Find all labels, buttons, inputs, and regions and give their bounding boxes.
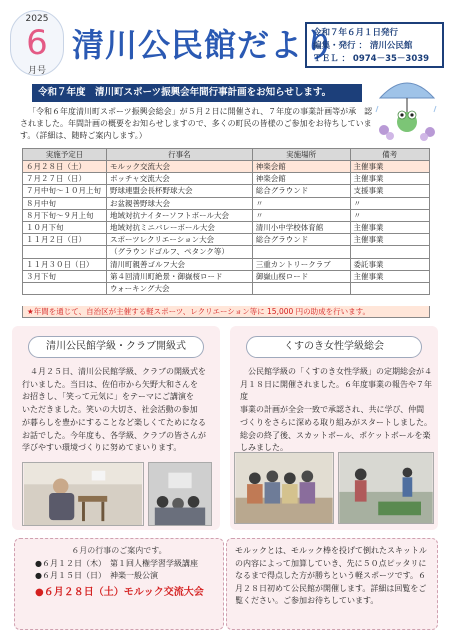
table-cell: ボッチャ交流大会	[106, 173, 252, 185]
table-cell: 主催事業	[350, 234, 429, 246]
panel-line: お招きし、「笑って元気に」をテーマにご講演を	[22, 392, 194, 402]
panel-line: 学びやすい環境づくりに努めてまいります。	[22, 443, 182, 453]
issue-badge	[10, 10, 64, 76]
table-cell: 総合グラウンド	[252, 234, 350, 246]
table-cell: 第４回清川町絶景・御嶽桜ロード	[106, 270, 252, 282]
table-cell: 神楽会館	[252, 161, 350, 173]
table-cell: モルック交流大会	[106, 161, 252, 173]
publish-date: 令和７年６月１日発行	[313, 28, 399, 38]
table-cell: スポーツレクリエーション大会	[106, 234, 252, 246]
table-cell: 地域対抗ナイターソフトボール大会	[106, 209, 252, 221]
events-heading: ６月の行事のご案内です。	[71, 546, 167, 555]
table-row	[23, 185, 430, 197]
table-cell: 主催事業	[350, 221, 429, 233]
table-row	[23, 270, 430, 282]
panel-title: 清川公民館学級・クラブ開級式	[28, 336, 204, 358]
info-line: なるまで得点した方が勝ちという軽スポーツです。６	[235, 571, 427, 580]
table-cell	[23, 246, 107, 258]
panel-line: 公民館学級の「くすのき女性学級」の定期総会が４	[248, 367, 432, 376]
molkky-info-box	[226, 538, 438, 630]
panel-text	[240, 366, 432, 455]
panel-line: が暮らしを豊かにすることなど楽しくてためになる	[22, 417, 206, 427]
audience-photo	[148, 462, 212, 526]
table-cell: ３月下旬	[23, 270, 107, 282]
table-cell: ８月中旬	[23, 197, 107, 209]
lecture-photo	[22, 462, 144, 526]
table-cell: 総合グラウンド	[252, 185, 350, 197]
newsletter-title: 清川公民館だより	[72, 26, 337, 64]
intro-line: されました。年間計画の概要をお知らせしますので、多くの町民の皆様のご参加をお待ちしていま	[20, 119, 372, 128]
table-cell	[23, 282, 107, 294]
table-cell: ７月中旬～１０月上旬	[23, 185, 107, 197]
table-cell: 御嶽山桜ロード	[252, 270, 350, 282]
sports-photo	[338, 452, 434, 524]
table-cell: 主催事業	[350, 270, 429, 282]
club-opening-panel	[12, 326, 220, 530]
june-events-box	[14, 538, 224, 630]
event-item: ●６月１５日（日） 神楽一般公演	[35, 571, 158, 580]
table-row	[23, 221, 430, 233]
table-cell: ６月２８日（土）	[23, 161, 107, 173]
issue-year: 2025	[25, 14, 49, 24]
column-header: 実施予定日	[23, 149, 107, 161]
info-line: 覧ください。ご参加お待ちしています。	[235, 596, 379, 605]
table-row	[23, 246, 430, 258]
table-cell: 〃	[252, 197, 350, 209]
info-line: の内容によって加算していき、先に５０点ピッタリに	[235, 558, 427, 568]
panel-line: いただきました。笑いの大切さ、社会活動の参加	[22, 405, 198, 415]
table-row	[23, 282, 430, 294]
publisher-box	[305, 22, 444, 68]
publisher: 編集・発行 ： 清川公民館	[313, 41, 413, 51]
table-cell: 野球連盟会長杯野球大会	[106, 185, 252, 197]
table-cell: 委託事業	[350, 258, 429, 270]
table-row	[23, 197, 430, 209]
table-cell: ７月２７日（日）	[23, 173, 107, 185]
table-row	[23, 161, 430, 173]
table-cell	[252, 282, 350, 294]
table-row	[23, 234, 430, 246]
panel-line: 総会の終了後、スカットボール、ポケットボールを楽	[240, 430, 431, 440]
section-banner: 令和７年度 清川町スポーツ振興会年間行事計画をお知らせします。	[32, 84, 362, 102]
subsidy-note: ★年間を通じて、自治区が主催する軽スポーツ、レクリエーション等に 15,000 円の助成を行います。	[22, 306, 430, 318]
table-header-row	[23, 149, 430, 161]
intro-text	[20, 106, 380, 142]
intro-line: 「令和６年度清川町スポーツ振興会総会」が５月２日に開催され、７年度の事業計画等が承 認	[28, 107, 373, 116]
info-line: モルックとは、モルック棒を投げて倒れたスキットル	[235, 546, 427, 555]
panel-line: づくりをさらに深める取り組みがスタートしました。	[240, 417, 432, 427]
table-row	[23, 258, 430, 270]
panel-line: ４月２５日、清川公民館学級、クラブの開級式を	[30, 367, 206, 376]
table-cell: 主催事業	[350, 161, 429, 173]
table-cell: 清川町親善ゴルフ大会	[106, 258, 252, 270]
frog-umbrella-illustration	[372, 70, 442, 142]
event-item: ●６月１２日（木） 第１回人権学習学級講座	[35, 558, 198, 568]
panel-line: 行いました。当日は、佐伯市から矢野大和さんを	[22, 379, 198, 389]
table-cell: 〃	[350, 197, 429, 209]
table-cell: お盆親善野球大会	[106, 197, 252, 209]
panel-line: 月１８日に開催されました。６年度事業の報告や７年度	[240, 379, 432, 402]
panel-line: 事業の計画が全会一致で承認され、共に学び、仲間	[240, 405, 425, 415]
womens-class-panel	[230, 326, 438, 530]
intro-line: す。（詳細は、随時ご案内します。）	[20, 131, 147, 140]
schedule-table	[22, 148, 430, 295]
table-cell: 三重カントリークラブ	[252, 258, 350, 270]
featured-event: ●６月２８日（土）モルック交流大会	[35, 586, 204, 598]
table-cell: （グラウンドゴルフ、ペタンク等）	[106, 246, 252, 258]
telephone: ＴＥＬ ： 0974－35－3039	[313, 54, 430, 64]
table-cell	[350, 282, 429, 294]
table-cell: 地域対抗ミニバレーボール大会	[106, 221, 252, 233]
table-cell: 〃	[350, 209, 429, 221]
column-header: 行事名	[106, 149, 252, 161]
table-cell	[350, 246, 429, 258]
panel-title: くすのき女性学級総会	[246, 336, 422, 358]
table-cell: 〃	[252, 209, 350, 221]
group-photo	[234, 452, 334, 524]
column-header: 備考	[350, 149, 429, 161]
table-cell	[252, 246, 350, 258]
table-cell: １１月２日（日）	[23, 234, 107, 246]
panel-line: しみました。	[240, 443, 288, 453]
info-line: 月２８日初めて公民館が開催します。詳細は回覧をご	[235, 583, 427, 593]
table-cell: 神楽会館	[252, 173, 350, 185]
table-row	[23, 209, 430, 221]
issue-month: 6	[26, 23, 48, 63]
table-cell: ８月下旬～９月上旬	[23, 209, 107, 221]
table-cell: 支援事業	[350, 185, 429, 197]
issue-month-label: 月号	[27, 66, 46, 76]
table-cell: １１月３０日（日）	[23, 258, 107, 270]
panel-text	[22, 366, 214, 455]
panel-line: お話でした。今年度も、各学級、クラブの皆さんが	[22, 430, 206, 440]
table-cell: １０月下旬	[23, 221, 107, 233]
column-header: 実施場所	[252, 149, 350, 161]
table-cell: 清川小中学校体育館	[252, 221, 350, 233]
table-row	[23, 173, 430, 185]
table-cell: ウォーキング大会	[106, 282, 252, 294]
table-cell: 主催事業	[350, 173, 429, 185]
